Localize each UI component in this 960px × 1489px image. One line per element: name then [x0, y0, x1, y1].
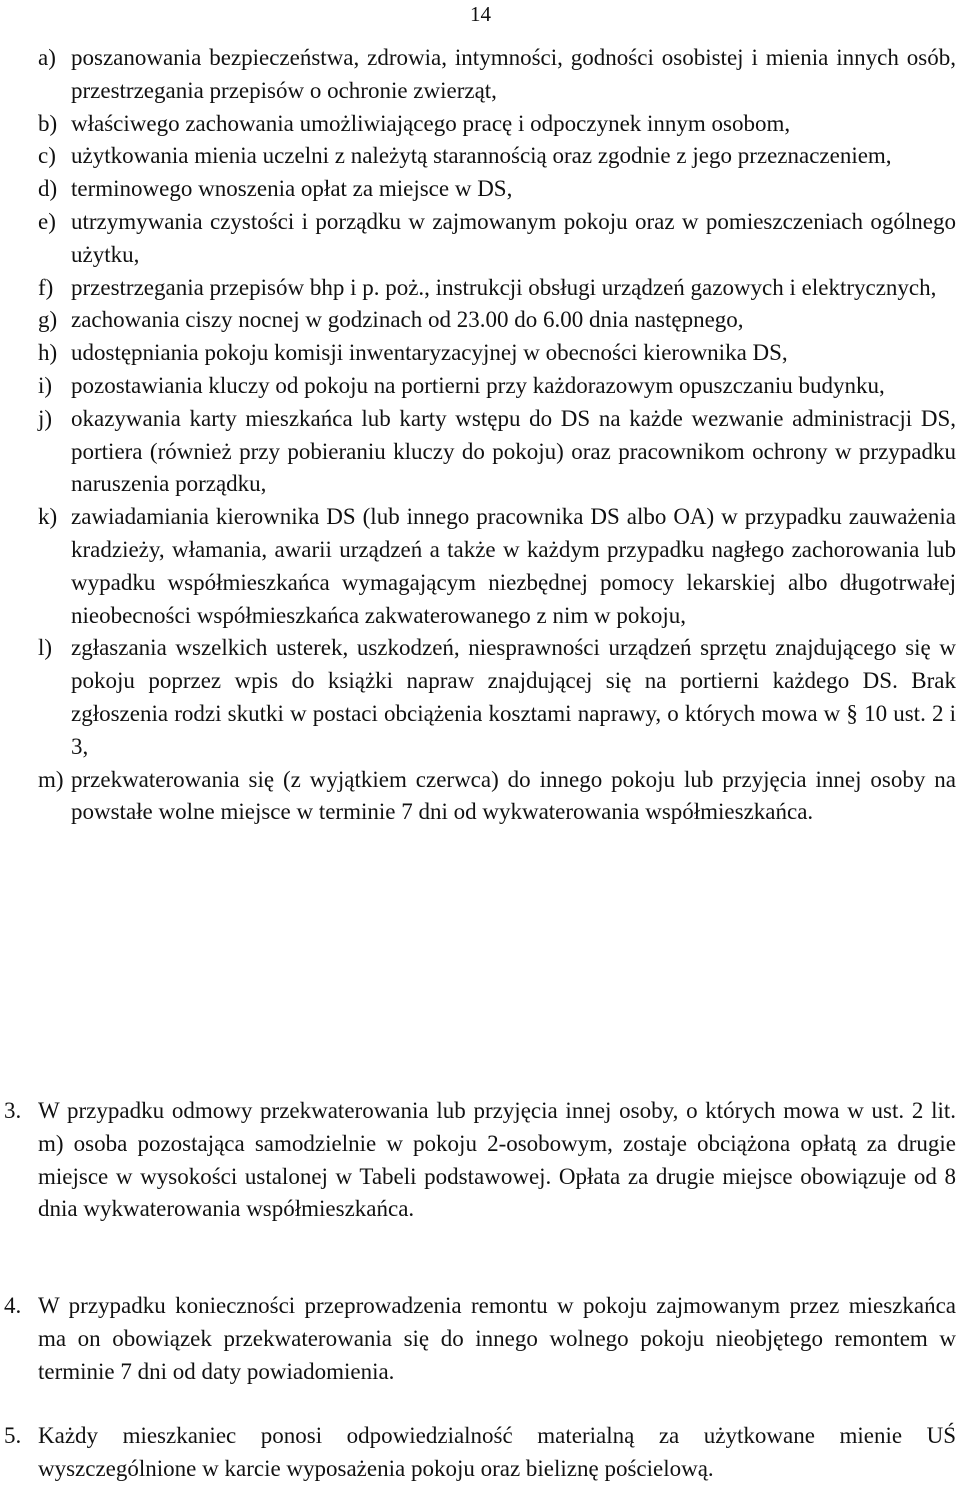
- paragraph-text: Każdy mieszkaniec ponosi odpowiedzialność materialną za użytkowane mienie UŚ wyszczególnione w karcie wyposażenia pokoju oraz bieliznę pościelową.: [38, 1423, 956, 1481]
- list-marker: c): [38, 143, 56, 169]
- page-number: 14: [470, 2, 491, 26]
- list-item-text: właściwego zachowania umożliwiającego pracę i odpoczynek innym osobom,: [71, 110, 791, 136]
- list-item-e: [38, 206, 956, 272]
- list-item-text: użytkowania mienia uczelni z należytą starannością oraz zgodnie z jego przeznaczeniem,: [71, 143, 892, 169]
- list-marker: h): [38, 340, 58, 366]
- paragraph-number: [0, 1290, 38, 1323]
- list-item-h: [38, 337, 956, 370]
- list-item-l: [38, 632, 956, 763]
- paragraph-4: [0, 1290, 956, 1388]
- list-item-j: [38, 403, 956, 501]
- list-item-f: [38, 272, 956, 305]
- paragraph-number-text: 3.: [4, 1098, 22, 1123]
- list-marker: m): [38, 766, 64, 792]
- obligations-list: [38, 42, 956, 829]
- list-marker: j): [38, 405, 53, 431]
- paragraph-number: [0, 1095, 38, 1128]
- paragraph-number-text: 4.: [4, 1293, 22, 1318]
- list-marker: l): [38, 635, 53, 661]
- list-item-text: pozostawiania kluczy od pokoju na portierni przy każdorazowym opuszczaniu budynku,: [71, 372, 885, 398]
- list-item-text: utrzymywania czystości i porządku w zajmowanym pokoju oraz w pomieszczeniach ogólnego użytku,: [71, 208, 956, 267]
- list-item-text: okazywania karty mieszkańca lub karty wstępu do DS na każde wezwanie administracji DS, portiera (również przy pobieraniu kluczy do pokoju) oraz pracownikom ochrony w przypadku naruszenia porządku,: [71, 405, 956, 497]
- paragraph-3: [0, 1095, 956, 1226]
- list-marker: f): [38, 274, 54, 300]
- list-item-text: udostępniania pokoju komisji inwentaryzacyjnej w obecności kierownika DS,: [71, 340, 788, 366]
- list-item-text: zawiadamiania kierownika DS (lub innego pracownika DS albo OA) w przypadku zauważenia kradzieży, włamania, awarii urządzeń a także w każdym przypadku nagłego zachorowania lub wypadku współmieszkańca wymagającym niezbędnej pomocy lekarskiej albo długotrwałej nieobecności współmieszkańca zakwaterowanego z nim w pokoju,: [71, 504, 956, 628]
- paragraph-text: W przypadku odmowy przekwaterowania lub przyjęcia innej osoby, o których mowa w ust. 2 lit. m) osoba pozostająca samodzielnie w pokoju 2-osobowym, zostaje obciążona opłatą za drugie miejsce w wysokości ustalonej w Tabeli podstawowej. Opłata za drugie miejsce obowiązuje od 8 dnia wykwaterowania współmieszkańca.: [38, 1098, 956, 1222]
- paragraph-number-text: 5.: [4, 1423, 22, 1448]
- list-item-i: [38, 370, 956, 403]
- list-marker: k): [38, 504, 58, 530]
- list-item-g: [38, 304, 956, 337]
- list-marker: a): [38, 45, 56, 70]
- list-item-k: [38, 501, 956, 632]
- list-item-text: przekwaterowania się (z wyjątkiem czerwca) do innego pokoju lub przyjęcia innej osoby na powstałe wolne miejsce w terminie 7 dni od wykwaterowania współmieszkańca.: [71, 766, 956, 825]
- list-marker: g): [38, 307, 58, 333]
- paragraph-number: [0, 1420, 38, 1453]
- list-marker: e): [38, 208, 56, 234]
- list-item-text: zgłaszania wszelkich usterek, uszkodzeń, niesprawności urządzeń sprzętu znajdującego się w pokoju poprzez wpis do książki napraw znajdującej się na portierni każdego DS. Brak zgłoszenia rodzi skutki w postaci obciążenia kosztami naprawy, o których mowa w § 10 ust. 2 i 3,: [71, 635, 956, 759]
- list-item-text: zachowania ciszy nocnej w godzinach od 23.00 do 6.00 dnia następnego,: [71, 307, 744, 333]
- list-item-a: [38, 42, 956, 108]
- paragraph-5: [0, 1420, 956, 1486]
- list-marker: i): [38, 372, 53, 398]
- list-marker: d): [38, 176, 58, 202]
- list-item-b: [38, 108, 956, 141]
- list-item-text: przestrzegania przepisów bhp i p. poż., instrukcji obsługi urządzeń gazowych i elektrycznych,: [71, 274, 937, 300]
- list-item-c: [38, 140, 956, 173]
- list-item-text: terminowego wnoszenia opłat za miejsce w DS,: [71, 176, 513, 202]
- list-item-text: poszanowania bezpieczeństwa, zdrowia, intymności, godności osobistej i mienia innych osób, przestrzegania przepisów o ochronie zwierząt,: [71, 45, 956, 103]
- paragraph-text: W przypadku konieczności przeprowadzenia remontu w pokoju zajmowanym przez mieszkańca ma on obowiązek przekwaterowania się do innego wolnego pokoju nieobjętego remontem w terminie 7 dni od daty powiadomienia.: [38, 1293, 956, 1384]
- list-item-m: [38, 764, 956, 830]
- list-marker: b): [38, 110, 58, 136]
- list-item-d: [38, 173, 956, 206]
